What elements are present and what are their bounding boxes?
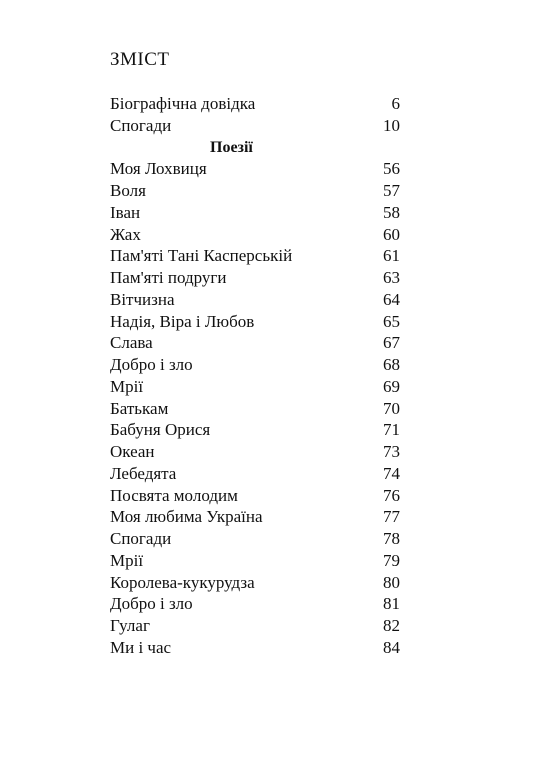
toc-entry (110, 528, 400, 550)
toc-entry-page-number: 79 (383, 550, 400, 570)
toc-entry (110, 289, 400, 311)
toc-entry-title: Добро і зло (110, 594, 193, 614)
toc-entry (110, 572, 400, 594)
toc-entry-page-number: 67 (383, 333, 400, 353)
toc-entry-title: Надія, Віра і Любов (110, 311, 255, 331)
section-heading: Поезії (210, 138, 253, 156)
toc-entry-title: Бабуня Орися (110, 420, 211, 440)
toc-entry-title: Жах (110, 224, 141, 244)
toc-entry-title: Моя Лохвиця (110, 159, 207, 179)
toc-entry-title: Воля (110, 181, 146, 200)
section-entries (110, 158, 400, 658)
toc-entry-page-number: 64 (383, 289, 400, 309)
toc-entry-page-number: 82 (383, 616, 400, 635)
toc-entry-title: Океан (110, 442, 155, 461)
table-of-contents (110, 93, 400, 659)
toc-entry-page-number: 65 (383, 311, 400, 331)
toc-entry-title: Лебедята (110, 463, 177, 483)
toc-entry (110, 637, 400, 659)
toc-entry (110, 550, 400, 572)
toc-entry-title: Моя любима Україна (110, 507, 263, 527)
toc-entry-title: Біографічна довідка (110, 94, 256, 113)
toc-entry-page-number: 57 (383, 181, 400, 200)
toc-entry-page-number: 63 (383, 268, 400, 287)
toc-entry (110, 463, 400, 485)
toc-entry-title: Батькам (110, 398, 169, 418)
toc-entry (110, 245, 400, 267)
toc-entry-page-number: 77 (383, 507, 400, 527)
toc-entry (110, 441, 400, 463)
toc-entry (110, 93, 400, 115)
toc-entry (110, 332, 400, 354)
toc-entry-page-number: 10 (383, 115, 400, 135)
toc-entry-page-number: 70 (383, 398, 400, 418)
toc-entry-page-number: 58 (383, 202, 400, 222)
toc-entry-page-number: 56 (383, 159, 400, 179)
toc-entry-page-number: 80 (383, 572, 400, 592)
toc-entry (110, 593, 400, 615)
toc-entry-page-number: 6 (391, 94, 400, 113)
toc-entry-page-number: 78 (383, 529, 400, 548)
toc-entry-page-number: 73 (383, 442, 400, 461)
toc-entry-title: Посвята молодим (110, 485, 238, 505)
toc-entry-page-number: 81 (383, 594, 400, 614)
toc-entry (110, 115, 400, 137)
toc-entry-page-number: 71 (383, 420, 400, 440)
toc-entry-page-number: 84 (383, 637, 400, 657)
toc-entry-title: Добро і зло (110, 355, 193, 374)
toc-entry (110, 506, 400, 528)
toc-entry-page-number: 68 (383, 355, 400, 374)
toc-entry-title: Спогади (110, 115, 172, 135)
toc-entry (110, 267, 400, 289)
toc-entry (110, 202, 400, 224)
toc-entry-title: Іван (110, 202, 141, 222)
toc-entry-page-number: 61 (383, 246, 400, 266)
toc-entry-page-number: 60 (383, 224, 400, 244)
toc-entry (110, 180, 400, 202)
toc-entry (110, 311, 400, 333)
toc-entry (110, 398, 400, 420)
toc-entry (110, 615, 400, 637)
toc-entry-title: Слава (110, 333, 153, 353)
toc-entry-title: Мрії (110, 376, 144, 396)
toc-entry-title: Ми і час (110, 637, 172, 657)
toc-entry-title: Вітчизна (110, 289, 175, 309)
toc-entry (110, 224, 400, 246)
toc-entry-title: Пам'яті подруги (110, 268, 227, 287)
toc-entry-title: Королева-кукурудза (110, 572, 255, 592)
toc-entry-page-number: 69 (383, 376, 400, 396)
toc-entry-title: Спогади (110, 529, 172, 548)
toc-entry-page-number: 74 (383, 463, 400, 483)
toc-entry (110, 419, 400, 441)
toc-entry (110, 158, 400, 180)
toc-entry-page-number: 76 (383, 485, 400, 505)
toc-entry-title: Мрії (110, 550, 144, 570)
toc-entry (110, 376, 400, 398)
toc-entry-title: Пам'яті Тані Касперській (110, 246, 293, 266)
toc-entry-title: Гулаг (110, 616, 150, 635)
toc-entry (110, 354, 400, 376)
toc-entry (110, 485, 400, 507)
page-title: ЗМІСТ (110, 49, 170, 70)
intro-entries (110, 93, 400, 137)
